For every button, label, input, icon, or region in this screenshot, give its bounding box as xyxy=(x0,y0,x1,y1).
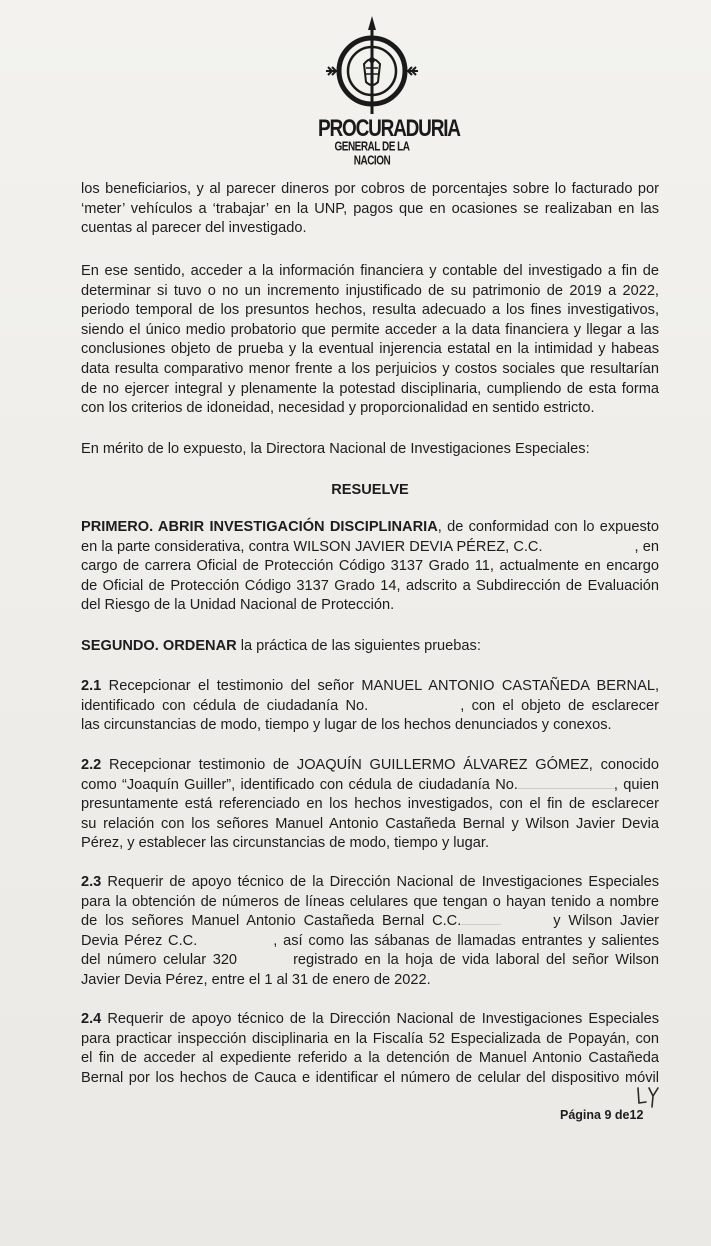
text-fragment: , en xyxy=(634,538,659,555)
text-line: En ese sentido, acceder a la información financiera y contable del investigado a fin de xyxy=(81,263,659,279)
text-fragment: la práctica de las siguientes pruebas: xyxy=(236,638,481,654)
text-fragment: del número celular 320 xyxy=(81,952,238,969)
page-total: 12 xyxy=(629,1108,644,1122)
text-line: de no ejercer integral y plenamente la potestad disciplinaria, cumpliendo de esta forma xyxy=(81,380,659,397)
redacted-id xyxy=(461,924,501,925)
text-fragment: como “Joaquín Guiller”, identificado con cédula de ciudadanía No. xyxy=(81,776,518,793)
text-fragment: , así como las sábanas de llamadas entrantes y salientes xyxy=(273,932,659,949)
text-line: con los criterios de idoneidad, necesidad y proporcionalidad en sentido estricto. xyxy=(81,400,595,417)
text-line: el fin de acceder al expediente referido a la detención de Manuel Antonio Castañeda xyxy=(81,1050,659,1067)
text-line: para la obtención de números de líneas celulares que tengan o hayan tenido a nombre xyxy=(81,893,659,910)
text-fragment: , quien xyxy=(613,776,659,793)
text-line: su relación con los señores Manuel Antonio Castañeda Bernal y Wilson Javier Devia xyxy=(81,815,659,832)
item-2-4 xyxy=(81,1010,659,1088)
text-line xyxy=(81,873,659,893)
text-line xyxy=(81,538,659,558)
text-fragment: Requerir de apoyo técnico de la Dirección Nacional de Investigaciones Especiales xyxy=(101,874,659,890)
text-line: los beneficiarios, y al parecer dineros por cobros de porcentajes sobre lo facturado por xyxy=(81,181,659,197)
page-current: 9 xyxy=(604,1108,612,1122)
text-line: determinar si tuvo o no un incremento injustificado de su patrimonio de 2019 a 2022, xyxy=(81,282,659,299)
text-line: las circunstancias de modo, tiempo y lugar de los hechos denunciados y conexos. xyxy=(81,717,612,734)
text-line: ‘meter’ vehículos a ‘trabajar’ en la UNP, pagos que en ocasiones se realizaban en las xyxy=(81,200,659,217)
text-line xyxy=(81,932,659,952)
text-fragment: Recepcionar el testimonio del señor MANUEL ANTONIO CASTAÑEDA BERNAL, xyxy=(101,678,659,694)
section-segundo xyxy=(81,637,659,657)
text-line: cargo de carrera Oficial de Protección Código 3137 Grado 11, actualmente en encargo xyxy=(81,558,659,575)
text-line: de Oficial de Protección Código 3137 Grado 14, adscrito a Subdirección de Evaluación xyxy=(81,577,659,594)
text-line: siendo el único medio probatorio que permite acceder a la data financiera y llegar a las xyxy=(81,321,659,338)
paragraph-continuation xyxy=(81,180,659,239)
text-fragment: identificado con cédula de ciudadanía No. xyxy=(81,697,369,714)
text-line: Javier Devia Pérez, entre el 1 al 31 de enero de 2022. xyxy=(81,971,431,988)
item-number: 2.1 xyxy=(81,678,102,694)
text-fragment: en la parte considerativa, contra WILSON JAVIER DEVIA PÉREZ, C.C. xyxy=(81,538,543,555)
text-line: presuntamente está referenciado en los hechos investigados, con el fin de esclarecer xyxy=(81,796,659,813)
text-fragment: , de conformidad con lo expuesto xyxy=(437,519,659,535)
text-line xyxy=(81,1010,659,1030)
page-label: Página xyxy=(560,1108,601,1122)
text-line: Bernal por los hechos de Cauca e identificar el número de celular del dispositivo móvil xyxy=(81,1069,659,1086)
text-fragment: Requerir de apoyo técnico de la Dirección Nacional de Investigaciones Especiales xyxy=(101,1011,659,1027)
text-line: cuentas al parecer del investigado. xyxy=(81,220,307,237)
segundo-label: SEGUNDO. ORDENAR xyxy=(81,638,237,654)
redacted-id xyxy=(518,788,614,789)
text-line xyxy=(81,756,659,776)
item-number: 2.2 xyxy=(81,757,102,773)
item-2-1 xyxy=(81,677,659,736)
text-line xyxy=(81,518,659,538)
page-of: de xyxy=(614,1108,630,1122)
item-2-2 xyxy=(81,756,659,854)
text-line: En mérito de lo expuesto, la Directora Nacional de Investigaciones Especiales: xyxy=(81,441,590,457)
text-line: para practicar inspección disciplinaria en la Fiscalía 52 Especializada de Popayán, con xyxy=(81,1030,659,1047)
text-line xyxy=(81,776,659,796)
text-line: data resulta comparativo menor frente a los perjuicios y costos sociales que resultarían xyxy=(81,360,659,377)
text-line: conclusiones objeto de prueba y la eventual injerencia estatal en la intimidad y habeas xyxy=(81,341,659,358)
text-line xyxy=(81,677,659,697)
text-line xyxy=(81,697,659,717)
text-line: del Riesgo de la Unidad Nacional de Protección. xyxy=(81,597,395,614)
paragraph-financial-access xyxy=(81,262,659,419)
paragraph-merit xyxy=(81,440,659,460)
text-fragment: registrado en la hoja de vida laboral del señor Wilson xyxy=(293,952,659,969)
text-line xyxy=(81,912,659,932)
text-line: periodo temporal de los presuntos hechos, resulta adecuado a los fines investigativos, xyxy=(81,302,659,319)
page-number xyxy=(560,1108,643,1122)
resolve-heading: RESUELVE xyxy=(331,482,409,498)
item-number: 2.3 xyxy=(81,874,102,890)
seal-emblem-icon xyxy=(318,16,426,116)
text-fragment: y Wilson Javier xyxy=(553,913,659,930)
text-line xyxy=(81,637,659,657)
logo-subtitle: GENERAL DE LA NACION xyxy=(334,140,410,169)
procuraduria-logo xyxy=(318,16,460,169)
text-line xyxy=(81,951,659,971)
text-fragment: Devia Pérez C.C. xyxy=(81,932,198,949)
section-primero xyxy=(81,518,659,616)
logo-title: PROCURADURIA xyxy=(318,116,460,143)
item-2-3 xyxy=(81,873,659,991)
text-fragment: de los señores Manuel Antonio Castañeda Bernal C.C. xyxy=(81,913,462,930)
text-fragment: Recepcionar testimonio de JOAQUÍN GUILLERMO ÁLVAREZ GÓMEZ, conocido xyxy=(101,757,659,773)
text-fragment: , con el objeto de esclarecer xyxy=(460,697,659,714)
primero-label: PRIMERO. ABRIR INVESTIGACIÓN DISCIPLINARIA xyxy=(81,519,438,535)
text-line: Pérez, y establecer las circunstancias de modo, tiempo y lugar. xyxy=(81,835,490,852)
item-number: 2.4 xyxy=(81,1011,102,1027)
